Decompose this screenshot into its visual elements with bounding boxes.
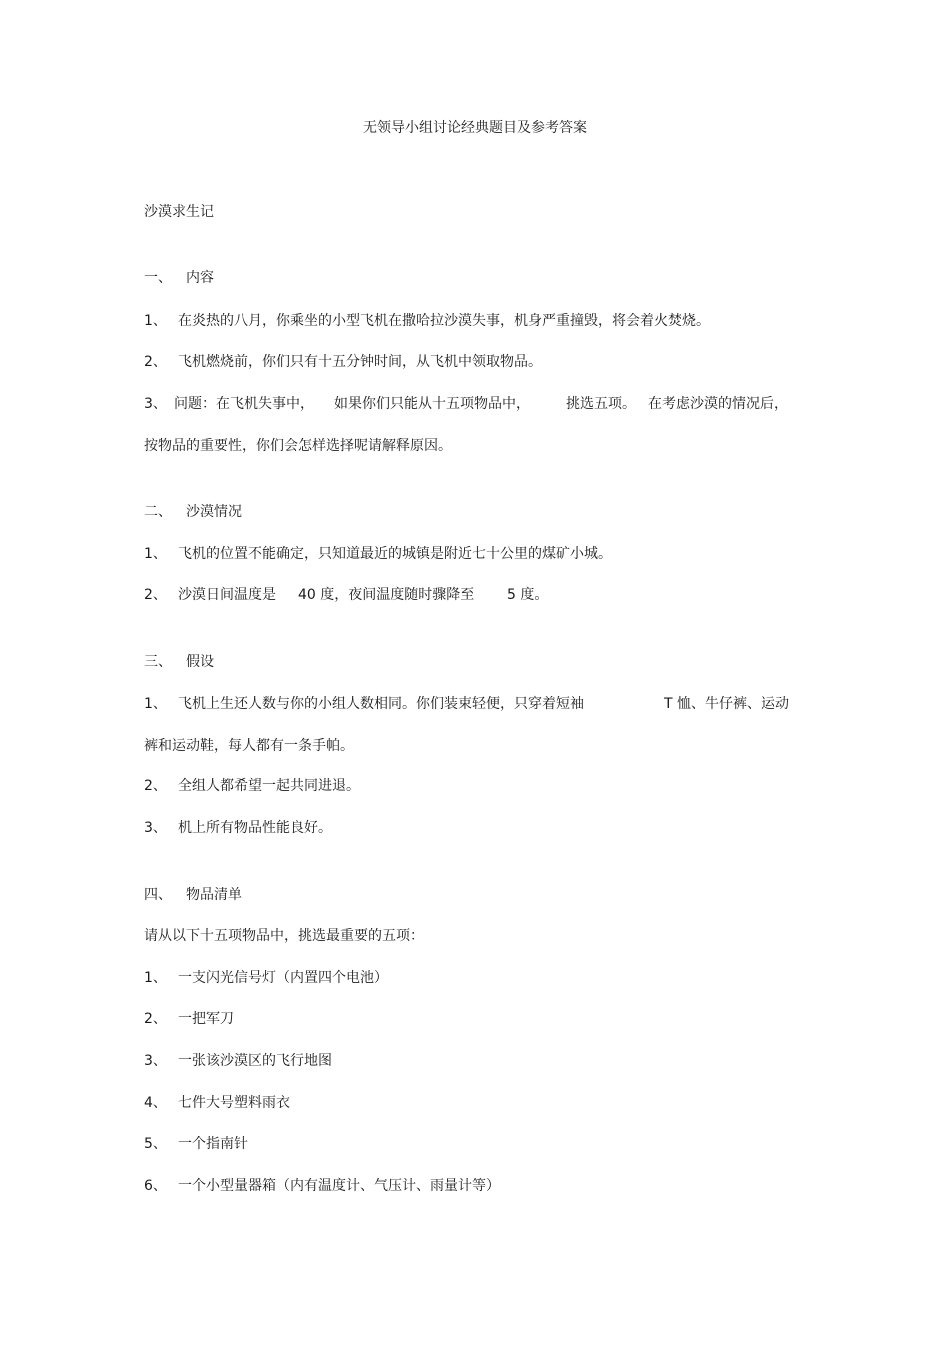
item-text: 如果你们只能从十五项物品中， xyxy=(334,396,530,412)
item-number: 2、 xyxy=(144,354,167,370)
item-text: 5 度。 xyxy=(507,587,549,603)
item-number: 1、 xyxy=(144,970,167,986)
item-text-continued: 裤和运动鞋，每人都有一条手帕。 xyxy=(144,738,354,754)
item-number: 5、 xyxy=(144,1136,167,1152)
item-text: 问题：在飞机失事中， xyxy=(174,396,314,412)
item-text: 七件大号塑料雨衣 xyxy=(178,1095,290,1111)
item-number: 1、 xyxy=(144,313,167,329)
item-text: 飞机的位置不能确定，只知道最近的城镇是附近七十公里的煤矿小城。 xyxy=(178,546,612,562)
section-title: 内容 xyxy=(186,270,214,286)
item-text: 一个小型量器箱（内有温度计、气压计、雨量计等） xyxy=(178,1178,500,1194)
section-number: 四、 xyxy=(144,887,172,903)
item-text: 一把军刀 xyxy=(178,1011,234,1027)
item-number: 2、 xyxy=(144,1011,167,1027)
item-number: 1、 xyxy=(144,546,167,562)
item-text: 一支闪光信号灯（内置四个电池） xyxy=(178,970,388,986)
section-number: 一、 xyxy=(144,270,172,286)
case-title: 沙漠求生记 xyxy=(144,204,214,220)
item-text: 一张该沙漠区的飞行地图 xyxy=(178,1053,332,1069)
item-number: 4、 xyxy=(144,1095,167,1111)
item-text: 全组人都希望一起共同进退。 xyxy=(178,778,360,794)
item-number: 3、 xyxy=(144,1053,167,1069)
item-number: 2、 xyxy=(144,587,167,603)
item-text: 在炎热的八月，你乘坐的小型飞机在撒哈拉沙漠失事，机身严重撞毁，将会着火焚烧。 xyxy=(178,313,710,329)
item-text: 飞机燃烧前，你们只有十五分钟时间，从飞机中领取物品。 xyxy=(178,354,542,370)
item-text: 机上所有物品性能良好。 xyxy=(178,820,332,836)
item-text: 飞机上生还人数与你的小组人数相同。你们装束轻便，只穿着短袖 xyxy=(178,696,584,712)
section-number: 三、 xyxy=(144,654,172,670)
item-number: 1、 xyxy=(144,696,167,712)
item-number: 3、 xyxy=(144,820,167,836)
item-number: 2、 xyxy=(144,778,167,794)
section-title: 物品清单 xyxy=(186,887,242,903)
item-text: 一个指南针 xyxy=(178,1136,248,1152)
item-text: 40 度，夜间温度随时骤降至 xyxy=(298,587,475,603)
section-intro: 请从以下十五项物品中，挑选最重要的五项： xyxy=(144,928,424,944)
section-number: 二、 xyxy=(144,504,172,520)
item-text: T 恤、牛仔裤、运动 xyxy=(664,696,790,712)
item-text-continued: 按物品的重要性，你们会怎样选择呢请解释原因。 xyxy=(144,438,452,454)
item-text: 挑选五项。 xyxy=(566,396,636,412)
document-title: 无领导小组讨论经典题目及参考答案 xyxy=(363,120,587,136)
section-title: 假设 xyxy=(186,654,214,670)
item-number: 6、 xyxy=(144,1178,167,1194)
section-title: 沙漠情况 xyxy=(186,504,242,520)
item-text: 在考虑沙漠的情况后， xyxy=(648,396,788,412)
item-text: 沙漠日间温度是 xyxy=(178,587,276,603)
item-number: 3、 xyxy=(144,396,167,412)
